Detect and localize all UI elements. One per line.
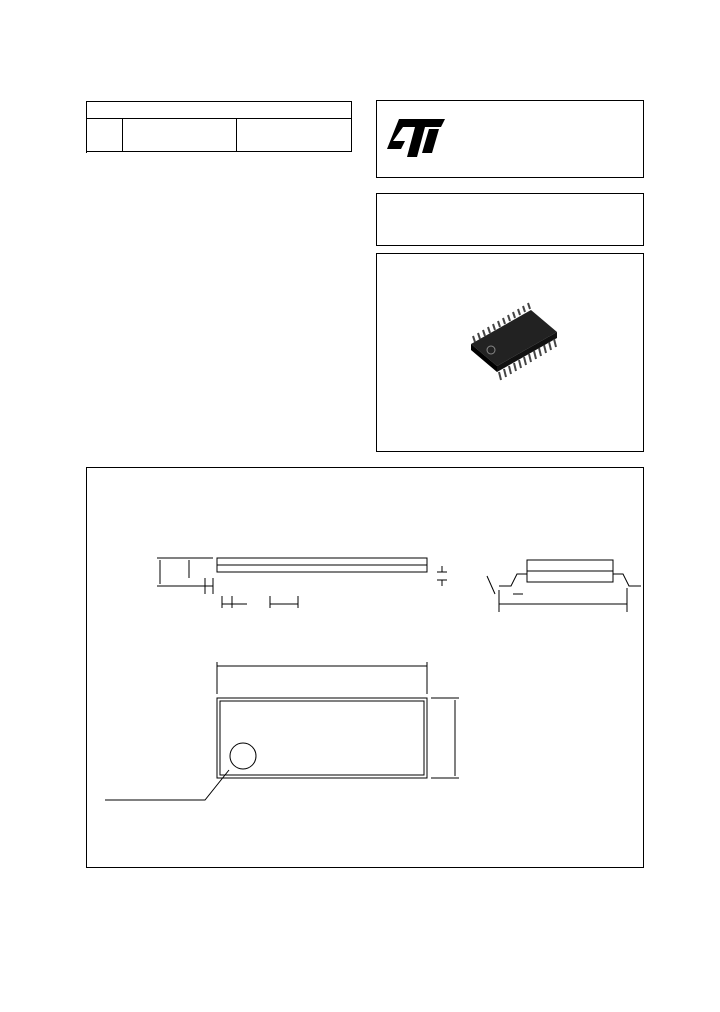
ref-header <box>87 119 123 152</box>
mm-header <box>123 119 237 152</box>
mechanical-drawing-box <box>86 467 644 868</box>
table-title-row <box>87 102 352 119</box>
mechanical-drawing <box>87 468 643 867</box>
st-logo <box>385 115 457 166</box>
table-title <box>87 102 352 119</box>
title-box <box>376 100 644 178</box>
pin1-marker <box>230 743 256 769</box>
top-view-body <box>217 698 427 778</box>
ssop-package-illustration <box>455 294 565 389</box>
inch-header <box>237 119 352 152</box>
dimensions-table <box>86 101 352 152</box>
table-unit-row <box>87 119 352 152</box>
package-name-box <box>376 193 644 246</box>
package-image-box <box>376 253 644 452</box>
